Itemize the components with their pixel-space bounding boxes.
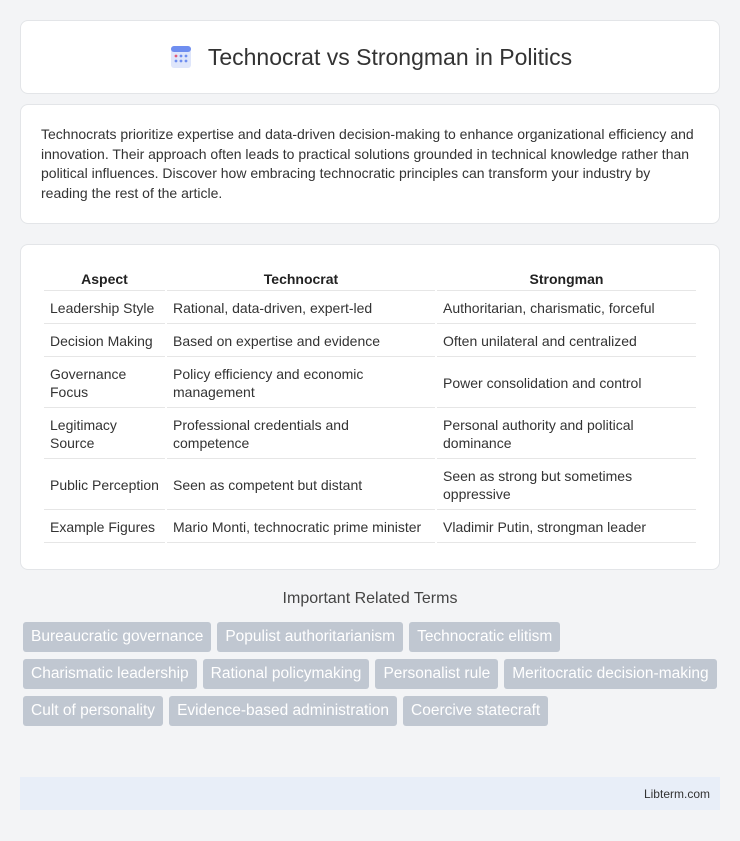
column-header-aspect: Aspect — [44, 267, 165, 291]
column-header-strongman: Strongman — [437, 267, 696, 291]
related-term-tag[interactable]: Cult of personality — [23, 696, 163, 726]
related-term-tag[interactable]: Populist authoritarianism — [217, 622, 403, 652]
table-row — [44, 293, 696, 324]
table-row — [44, 410, 696, 459]
related-term-tag[interactable]: Meritocratic decision-making — [504, 659, 716, 689]
column-header-technocrat: Technocrat — [167, 267, 435, 291]
table-row — [44, 461, 696, 510]
footer-site-link[interactable]: Libterm.com — [643, 787, 710, 801]
table-cell-strongman: Power consolidation and control — [437, 359, 696, 408]
table-cell-technocrat: Professional credentials and competence — [167, 410, 435, 459]
related-term-tag[interactable]: Coercive statecraft — [403, 696, 548, 726]
table-cell-aspect: Governance Focus — [44, 359, 165, 408]
table-cell-aspect: Legitimacy Source — [44, 410, 165, 459]
table-cell-strongman: Often unilateral and centralized — [437, 326, 696, 357]
document-list-icon — [168, 44, 194, 70]
related-term-tag[interactable]: Technocratic elitism — [409, 622, 560, 652]
table-cell-aspect: Leadership Style — [44, 293, 165, 324]
comparison-table-card — [20, 244, 720, 570]
table-cell-technocrat: Mario Monti, technocratic prime minister — [167, 512, 435, 543]
table-row — [44, 359, 696, 408]
table-cell-technocrat: Rational, data-driven, expert-led — [167, 293, 435, 324]
footer — [20, 777, 720, 810]
table-cell-strongman: Authoritarian, charismatic, forceful — [437, 293, 696, 324]
related-terms-title: Important Related Terms — [282, 590, 458, 607]
table-row — [44, 326, 696, 357]
table-cell-technocrat: Seen as competent but distant — [167, 461, 435, 510]
table-cell-strongman: Seen as strong but sometimes oppressive — [437, 461, 696, 510]
table-row — [44, 512, 696, 543]
related-term-tag[interactable]: Bureaucratic governance — [23, 622, 211, 652]
related-term-tag[interactable]: Personalist rule — [375, 659, 498, 689]
table-cell-aspect: Public Perception — [44, 461, 165, 510]
header-card — [20, 20, 720, 94]
table-cell-aspect: Decision Making — [44, 326, 165, 357]
related-term-tag[interactable]: Evidence-based administration — [169, 696, 397, 726]
table-cell-technocrat: Based on expertise and evidence — [167, 326, 435, 357]
page-title: Technocrat vs Strongman in Politics — [207, 43, 573, 70]
table-cell-aspect: Example Figures — [44, 512, 165, 543]
table-cell-strongman: Vladimir Putin, strongman leader — [437, 512, 696, 543]
table-cell-strongman: Personal authority and political dominance — [437, 410, 696, 459]
table-cell-technocrat: Policy efficiency and economic management — [167, 359, 435, 408]
comparison-table — [42, 265, 698, 545]
intro-text: Technocrats prioritize expertise and data-driven decision-making to enhance organizational efficiency and innovation. Their approach often leads to practical solutions grounded in technical knowledge rather than political influences. Discover how embracing technocratic principles can transform your industry by reading the rest of the article. — [41, 126, 694, 201]
related-terms-list — [23, 622, 723, 726]
related-term-tag[interactable]: Charismatic leadership — [23, 659, 197, 689]
intro-card — [20, 104, 720, 224]
table-header-row — [44, 267, 696, 291]
related-term-tag[interactable]: Rational policymaking — [203, 659, 370, 689]
